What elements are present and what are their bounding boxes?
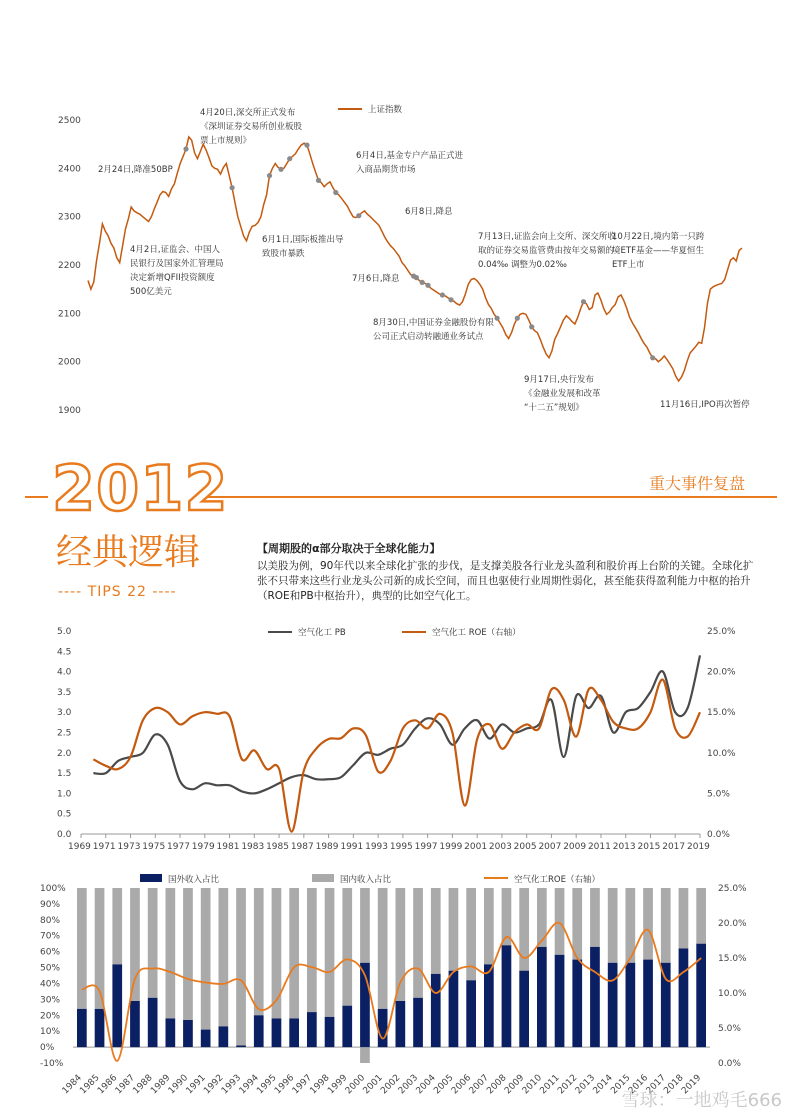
event-annotation: 6月4日,基金专户产品正式进入商品期货市场 (356, 151, 464, 175)
event-marker (440, 292, 445, 297)
c2-xtick-label: 1991 (340, 842, 364, 852)
event-annotation: 4月2日,证监会、中国人民银行及国家外汇管理局决定新增QFII投资额度 500亿美元 (130, 245, 224, 297)
c3-axes (40, 884, 747, 1096)
domestic-bar (148, 888, 158, 998)
event-marker (333, 190, 338, 195)
foreign-bar (166, 1019, 176, 1048)
c3-xtick-label: 1990 (166, 1073, 191, 1097)
domestic-bar (431, 888, 441, 974)
event-marker (448, 297, 453, 302)
c3-ytick-left: 30% (40, 995, 61, 1006)
domestic-bar (325, 888, 335, 1017)
c2-ytick-right: 15.0% (707, 708, 736, 719)
c3-ytick-left: 90% (40, 899, 61, 910)
c2-xtick-label: 2001 (464, 842, 488, 852)
c2-ytick-right: 25.0% (707, 627, 736, 637)
foreign-bar (183, 1020, 193, 1047)
c3-xtick-label: 1984 (60, 1073, 84, 1097)
c2-xtick-label: 1999 (439, 842, 463, 852)
c1-ytick-label: 2100 (58, 309, 81, 320)
c3-xtick-label: 1993 (219, 1073, 244, 1097)
foreign-bar (307, 1012, 317, 1047)
c3-xtick-label: 2009 (503, 1073, 527, 1097)
c3-xtick-label: 2001 (361, 1073, 385, 1097)
event-marker (495, 316, 500, 321)
c3-ytick-left: 40% (40, 979, 61, 990)
domestic-bar (484, 888, 494, 964)
foreign-bar (95, 1009, 105, 1047)
domestic-bar (696, 888, 706, 944)
c3-xtick-label: 1995 (255, 1073, 279, 1097)
c2-xtick-label: 2015 (637, 842, 661, 852)
foreign-bar (272, 1019, 282, 1048)
c3-xtick-label: 1997 (290, 1073, 315, 1097)
foreign-bar (502, 945, 512, 1047)
domestic-bar (254, 888, 264, 1015)
foreign-bar (254, 1015, 264, 1047)
foreign-bar (219, 1026, 229, 1047)
domestic-bar (661, 888, 671, 963)
foreign-bar (643, 960, 653, 1048)
foreign-bar (555, 955, 565, 1047)
c3-xtick-label: 2004 (414, 1073, 438, 1097)
c3-ytick-right: 10.0% (718, 989, 747, 999)
c2-ytick-left: 4.5 (57, 647, 72, 658)
c3-xtick-label: 2019 (680, 1073, 704, 1097)
c3-legend-foreign: 国外收入占比 (168, 875, 220, 885)
event-marker (650, 355, 655, 360)
c3-xtick-label: 2003 (396, 1073, 421, 1097)
event-marker (267, 173, 272, 178)
c2-xtick-label: 2017 (662, 842, 686, 852)
foreign-bar (396, 1001, 406, 1047)
foreign-bar (130, 1001, 140, 1047)
c1-y-axis (58, 116, 81, 416)
c3-xtick-label: 1994 (237, 1073, 261, 1097)
domestic-bar (572, 888, 582, 960)
c3-ytick-right: 25.0% (718, 884, 747, 894)
c3-xtick-label: 2006 (449, 1073, 474, 1097)
c2-ytick-left: 2.0 (57, 748, 72, 759)
foreign-bar (484, 964, 494, 1047)
domestic-bar (643, 888, 653, 960)
c2-xtick-label: 1985 (266, 842, 289, 852)
foreign-bar (413, 998, 423, 1047)
c1-ytick-label: 2400 (58, 164, 81, 175)
domestic-bar (555, 888, 565, 955)
c3-xtick-label: 2016 (626, 1073, 651, 1097)
c2-ytick-left: 0.5 (57, 809, 72, 820)
foreign-bar (431, 974, 441, 1047)
c3-xtick-label: 1987 (113, 1073, 138, 1097)
event-annotation: 11月16日,IPO再次暂停 (660, 400, 750, 410)
c3-xtick-label: 2012 (556, 1073, 580, 1097)
foreign-bar (661, 963, 671, 1047)
header-recap: 重大事件复盘 (648, 474, 745, 493)
c2-xtick-label: 2007 (538, 842, 562, 852)
c2-xtick-label: 1973 (117, 842, 141, 852)
c2-ytick-left: 1.5 (57, 769, 72, 780)
c1-ytick-label: 2300 (58, 212, 81, 223)
foreign-bar (519, 971, 529, 1047)
c1-event-annotations (98, 107, 750, 413)
foreign-bar (148, 998, 158, 1047)
c2-ytick-right: 10.0% (707, 748, 736, 759)
domestic-bar (219, 888, 229, 1026)
c3-ytick-right: 20.0% (718, 919, 747, 929)
domestic-bar (449, 888, 459, 971)
c3-ytick-left: 80% (40, 915, 61, 926)
c2-ytick-left: 0.0 (57, 830, 72, 840)
c3-ytick-right: 0.0% (718, 1059, 741, 1069)
c3-xtick-label: 2002 (379, 1073, 403, 1097)
c2-ytick-right: 20.0% (707, 667, 736, 678)
c1-legend (338, 104, 403, 115)
event-marker (304, 143, 309, 148)
domestic-bar (590, 888, 600, 947)
c2-xtick-label: 1995 (389, 842, 413, 852)
event-annotation: 4月20日,深交所正式发布《深圳证券交易所创业板股票上市规则》 (200, 108, 303, 146)
c2-legend (268, 627, 521, 638)
domestic-bar (77, 888, 87, 1009)
event-marker (278, 167, 283, 172)
domestic-bar-negative (360, 1047, 370, 1063)
event-marker (183, 146, 188, 151)
foreign-bar (77, 1009, 87, 1047)
c2-axes (57, 627, 736, 852)
revenue-share-chart (0, 865, 800, 1120)
c3-ytick-left: 50% (40, 963, 61, 974)
c1-ytick-label: 1900 (58, 406, 81, 416)
domestic-bar (112, 888, 122, 964)
c3-ytick-left: 10% (40, 1027, 61, 1038)
foreign-bar (201, 1030, 211, 1048)
c3-xtick-label: 1985 (78, 1073, 102, 1097)
c3-xtick-label: 1992 (202, 1073, 226, 1097)
domestic-bar (289, 888, 299, 1019)
c2-ytick-right: 5.0% (707, 789, 730, 800)
c3-xtick-label: 1989 (149, 1073, 173, 1097)
domestic-bar (130, 888, 140, 1001)
shanghai-index-chart (0, 0, 800, 440)
c3-legend (140, 874, 600, 885)
event-marker (425, 283, 430, 288)
foreign-bar (572, 960, 582, 1048)
domestic-bar (201, 888, 211, 1030)
event-marker (515, 316, 520, 321)
c2-xtick-label: 1989 (315, 842, 339, 852)
event-marker (529, 324, 534, 329)
c2-xtick-label: 2013 (612, 842, 636, 852)
c3-legend-roe: 空气化工ROE（右轴） (514, 875, 600, 885)
event-annotation: 8月30日,中国证券金融股份有限公司正式启动转融通业务试点 (373, 318, 494, 342)
foreign-bar (449, 971, 459, 1047)
c3-ytick-left: 0% (40, 1043, 55, 1054)
c3-xtick-label: 2005 (432, 1073, 456, 1097)
foreign-bar (112, 964, 122, 1047)
c3-xtick-label: 2018 (662, 1073, 686, 1097)
c2-xtick-label: 1993 (365, 842, 389, 852)
c3-bars (77, 888, 706, 1063)
event-annotation: 7月6日,降息 (352, 274, 400, 284)
c3-xtick-label: 2008 (485, 1073, 509, 1097)
event-marker (287, 156, 292, 161)
header-tips: ---- TIPS 22 ---- (58, 584, 177, 600)
c3-ytick-left: -10% (40, 1059, 64, 1069)
c2-xtick-label: 1997 (414, 842, 438, 852)
c3-xtick-label: 2010 (520, 1073, 545, 1097)
c1-ytick-label: 2200 (58, 261, 81, 271)
c2-xtick-label: 1975 (142, 842, 166, 852)
c2-xtick-label: 1987 (290, 842, 314, 852)
paragraph-title: 【周期股的α部分取决于全球化能力】 (257, 542, 441, 555)
foreign-bar (325, 1017, 335, 1047)
event-annotation: 9月17日,央行发布《金融业发展和改革“十二五”规划》 (524, 375, 601, 413)
c2-xtick-label: 2019 (687, 842, 710, 852)
c2-ytick-left: 2.5 (57, 728, 72, 739)
domestic-bar (537, 888, 547, 947)
c2-xtick-label: 2005 (513, 842, 537, 852)
c2-legend-pb: 空气化工 PB (298, 628, 346, 638)
roe-line (93, 680, 700, 832)
c3-xtick-label: 1988 (131, 1073, 155, 1097)
c3-xtick-label: 2011 (538, 1073, 562, 1097)
foreign-bar (289, 1019, 299, 1048)
event-annotation: 7月13日,证监会向上交所、深交所收取的证券交易监管费由按年交易额的 0.04‰ 调整为0.02‰ (478, 232, 616, 270)
c3-ytick-left: 70% (40, 931, 61, 942)
event-annotation: 6月8日,降息 (405, 207, 453, 217)
c3-xtick-label: 2015 (609, 1073, 633, 1097)
c3-ytick-right: 5.0% (718, 1024, 741, 1034)
c2-xtick-label: 1971 (92, 842, 116, 852)
paragraph-body: 以美股为例，90年代以来全球化扩张的步伐，是支撑美股各行业龙头盈利和股价再上台阶的关键。全球化扩张不只带来这些行业龙头公司新的成长空间，而且也驱使行业周期性弱化，甚至能获得盈利能力中枢的抬升（ROE和PB中枢抬升），典型的比如空气化工。 (257, 560, 754, 602)
c3-legend-domestic: 国内收入占比 (340, 875, 392, 885)
domestic-bar (360, 888, 370, 963)
event-marker (414, 275, 419, 280)
c2-xtick-label: 1979 (191, 842, 215, 852)
watermark: 雪球：一地鸡毛666 (621, 1090, 782, 1111)
c2-xtick-label: 1981 (216, 842, 240, 852)
foreign-bar (626, 963, 636, 1047)
foreign-bar (608, 963, 618, 1047)
pb-line (93, 655, 700, 793)
c2-ytick-left: 3.5 (57, 687, 72, 698)
foreign-bar (378, 1009, 388, 1047)
c2-xtick-label: 1969 (68, 842, 91, 852)
foreign-bar (466, 980, 476, 1047)
c2-ytick-left: 3.0 (57, 708, 72, 719)
foreign-bar (342, 1006, 352, 1047)
c2-ytick-right: 0.0% (707, 830, 730, 840)
c3-ytick-left: 100% (40, 884, 66, 894)
event-marker (581, 299, 586, 304)
domestic-bar (236, 888, 246, 1046)
c3-xtick-label: 1998 (308, 1073, 332, 1097)
c1-legend-label: 上证指数 (368, 105, 403, 115)
pb-roe-chart (0, 610, 800, 860)
domestic-bar (679, 888, 689, 949)
event-annotation: 2月24日,降准50BP (98, 165, 173, 175)
c3-ytick-right: 15.0% (718, 954, 747, 964)
c2-xtick-label: 1977 (167, 842, 190, 852)
domestic-bar (166, 888, 176, 1019)
domestic-bar (307, 888, 317, 1012)
c2-xtick-label: 2009 (563, 842, 587, 852)
domestic-bar (378, 888, 388, 1009)
c2-ytick-left: 4.0 (57, 667, 72, 678)
c1-ytick-label: 2500 (58, 116, 81, 126)
event-marker (420, 280, 425, 285)
c3-xtick-label: 1999 (326, 1073, 350, 1097)
foreign-bar (590, 947, 600, 1047)
event-annotation: 6月1日,国际板推出导致股市暴跌 (262, 235, 344, 259)
header-year: 2012 (52, 452, 229, 525)
c3-xtick-label: 2000 (343, 1073, 368, 1097)
event-marker (316, 178, 321, 183)
c3-xtick-label: 2014 (591, 1073, 615, 1097)
c2-xtick-label: 1983 (241, 842, 265, 852)
event-marker (356, 213, 361, 218)
domestic-bar (608, 888, 618, 963)
c2-xtick-label: 2003 (488, 842, 512, 852)
foreign-bar (679, 949, 689, 1048)
domestic-bar (413, 888, 423, 998)
foreign-bar (537, 947, 547, 1047)
c2-legend-roe: 空气化工 ROE（右轴） (432, 628, 521, 638)
c2-xtick-label: 2011 (587, 842, 611, 852)
c1-ytick-label: 2000 (58, 357, 81, 368)
c3-xtick-label: 1986 (96, 1073, 120, 1097)
c2-ytick-left: 5.0 (57, 627, 72, 637)
header-subtitle: 经典逻辑 (56, 532, 201, 573)
c3-ytick-left: 20% (40, 1011, 61, 1022)
c3-xtick-label: 2007 (467, 1073, 491, 1097)
c3-xtick-label: 2013 (573, 1073, 598, 1097)
c3-ytick-left: 60% (40, 947, 61, 958)
c3-xtick-label: 1991 (184, 1073, 208, 1097)
foreign-bar (696, 944, 706, 1047)
c3-xtick-label: 1996 (273, 1073, 297, 1097)
c2-ytick-left: 1.0 (57, 789, 72, 800)
domestic-bar (183, 888, 193, 1020)
c3-xtick-label: 2017 (644, 1073, 668, 1097)
event-marker (230, 185, 235, 190)
event-annotation: 10月22日,境内第一只跨境ETF基金——华夏恒生 ETF上市 (612, 232, 705, 270)
domestic-bar (342, 888, 352, 1006)
foreign-bar (236, 1046, 246, 1048)
